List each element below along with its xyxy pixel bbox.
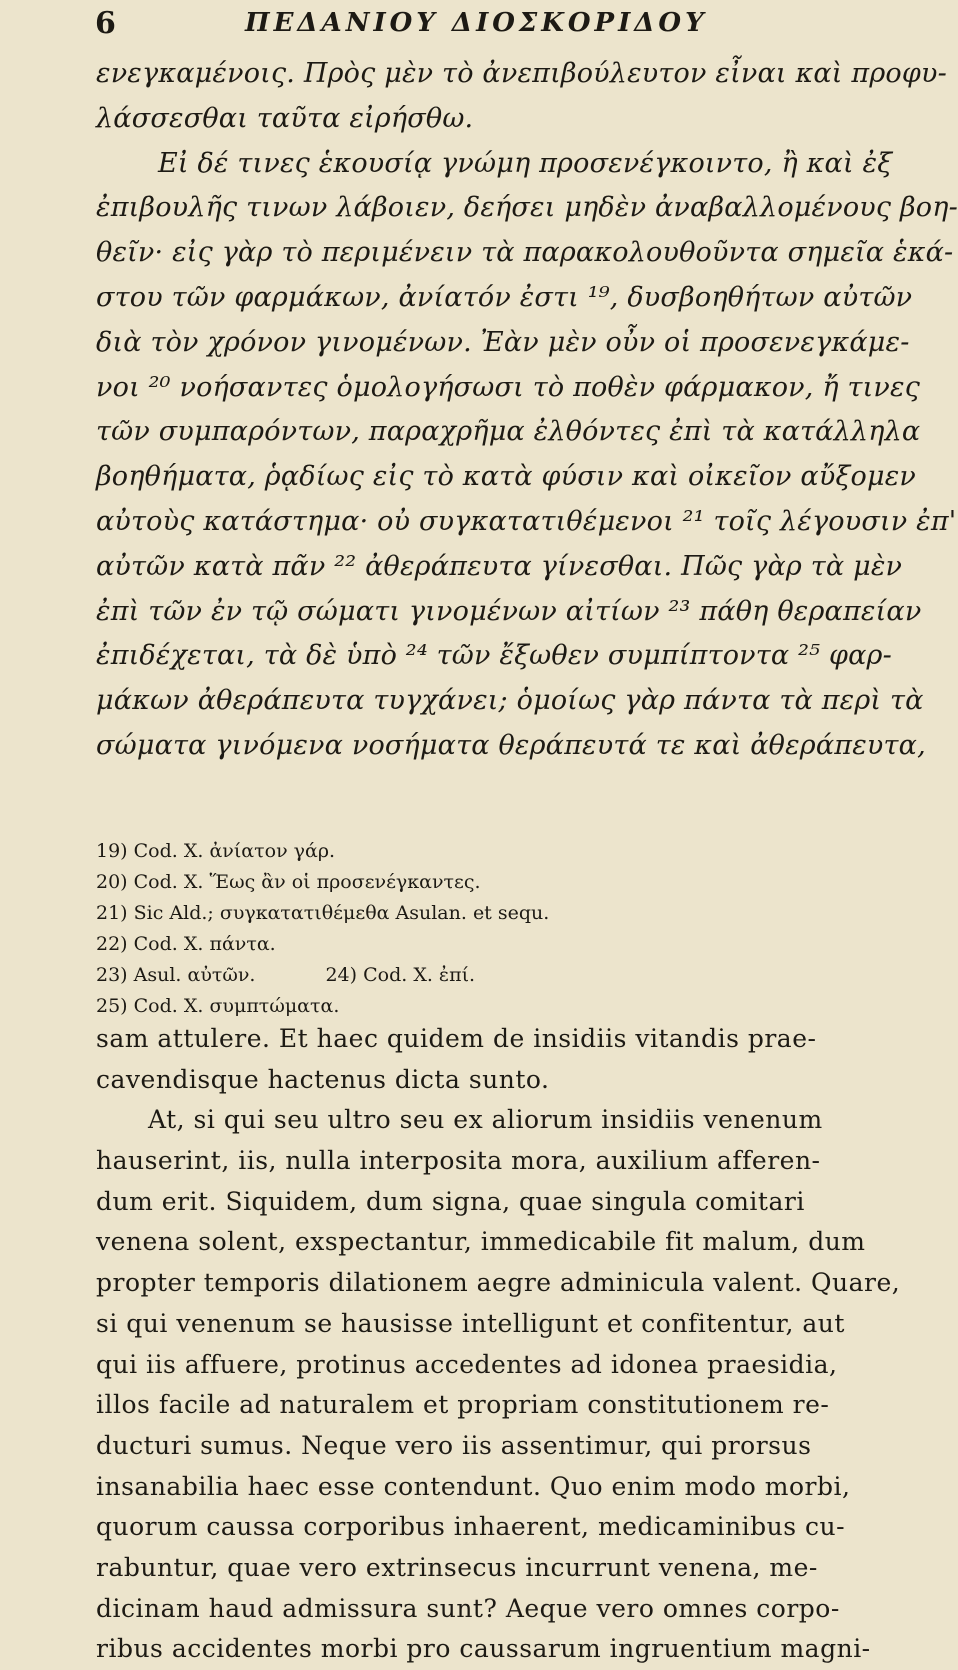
footnote-25: 25) Cod. X. συμπτώματα. <box>96 995 340 1017</box>
latin-line: sam attulere. Et haec quidem de insidiis vitandis prae- <box>96 1024 817 1053</box>
page-number: 6 <box>95 6 116 41</box>
greek-text <box>96 52 958 769</box>
latin-line: si qui venenum se hausisse intelligunt et confitentur, aut <box>96 1308 845 1338</box>
greek-line: Εἰ δέ τινες ἑκουσίᾳ γνώμη προσενέγκοιντο, ἢ καὶ ἐξ <box>158 147 893 179</box>
footnote-row <box>96 960 746 991</box>
latin-line: hauserint, iis, nulla interposita mora, auxilium afferen- <box>96 1146 821 1176</box>
greek-line: μάκων ἀθεράπευτα τυγχάνει; ὁμοίως γὰρ πάντα τὰ περὶ τὰ <box>96 685 924 717</box>
latin-line: propter temporis dilationem aegre adminicula valent. Quare, <box>96 1268 901 1298</box>
footnotes <box>96 836 746 1022</box>
footnote-22: 22) Cod. X. πάντα. <box>96 933 276 955</box>
greek-line: ἐπιδέχεται, τὰ δὲ ὑπὸ ²⁴ τῶν ἔξωθεν συμπίπτοντα ²⁵ φαρ- <box>96 640 892 672</box>
latin-line: illos facile ad naturalem et propriam constitutionem re- <box>96 1390 830 1420</box>
latin-line: dicinam haud admissura sunt? Aeque vero omnes corpo- <box>96 1593 840 1623</box>
latin-line: cavendisque hactenus dicta sunto. <box>96 1064 550 1094</box>
running-head: ΠΕΔΑΝΙΟΥ ΔΙΟΣΚΟΡΙΔΟΥ <box>245 8 708 38</box>
greek-line: διὰ τὸν χρόνον γινομένων. Ἐὰν μὲν οὖν οἱ προσενεγκάμε- <box>96 326 910 358</box>
footnote-20: 20) Cod. X. Ἕως ἂν οἱ προσενέγκαντες. <box>96 871 481 893</box>
page-header <box>95 6 715 46</box>
greek-line: λάσσεσθαι ταῦτα εἰρήσθω. <box>96 102 474 134</box>
greek-line: θεῖν· εἰς γὰρ τὸ περιμένειν τὰ παρακολουθοῦντα σημεῖα ἑκά- <box>96 237 954 269</box>
latin-line: ducturi sumus. Neque vero iis assentimur, qui prorsus <box>96 1430 812 1460</box>
footnote-21: 21) Sic Ald.; συγκατατιθέμεθα Asulan. et sequ. <box>96 902 550 924</box>
footnote-19: 19) Cod. X. ἀνίατον γάρ. <box>96 840 336 862</box>
greek-line: τῶν συμπαρόντων, παραχρῆμα ἐλθόντες ἐπὶ τὰ κατάλληλα <box>96 416 921 448</box>
latin-text <box>96 1019 901 1670</box>
greek-line: ἐπὶ τῶν ἐν τῷ σώματι γινομένων αἰτίων ²³ πάθη θεραπείαν <box>96 595 922 627</box>
greek-line: αὐτῶν κατὰ πᾶν ²² ἀθεράπευτα γίνεσθαι. Πῶς γὰρ τὰ μὲν <box>96 550 903 582</box>
latin-line: dum erit. Siquidem, dum signa, quae singula comitari <box>96 1186 805 1216</box>
greek-line: ενεγκαμένοις. Πρὸς μὲν τὸ ἀνεπιβούλευτον εἶναι καὶ προφυ- <box>96 58 947 89</box>
latin-line: insanabilia haec esse contendunt. Quo enim modo morbi, <box>96 1471 851 1501</box>
latin-line: quorum caussa corporibus inhaerent, medicaminibus cu- <box>96 1512 846 1542</box>
greek-line: βοηθήματα, ῥᾳδίως εἰς τὸ κατὰ φύσιν καὶ οἰκεῖον αὔξομεν <box>96 461 917 493</box>
latin-line: ribus accidentes morbi pro caussarum ingruentium magni- <box>96 1634 871 1664</box>
latin-line: venena solent, exspectantur, immedicabile fit malum, dum <box>96 1227 866 1257</box>
greek-line: αὐτοὺς κατάστημα· οὐ συγκατατιθέμενοι ²¹ τοῖς λέγουσιν ἐπ' <box>96 505 957 537</box>
greek-line: σώματα γινόμενα νοσήματα θεράπευτά τε καὶ ἀθεράπευτα, <box>96 729 926 761</box>
footnote-24: 24) Cod. X. ἐπί. <box>325 964 476 986</box>
greek-line: ἐπιβουλῆς τινων λάβοιεν, δεήσει μηδὲν ἀναβαλλομένους βοη- <box>96 192 958 224</box>
greek-line: στου τῶν φαρμάκων, ἀνίατόν ἐστι ¹⁹, δυσβοηθήτων αὐτῶν <box>96 281 913 313</box>
footnote-23: 23) Asul. αὐτῶν. <box>96 964 256 986</box>
latin-line: At, si qui seu ultro seu ex aliorum insidiis venenum <box>148 1105 823 1135</box>
greek-line: νοι ²⁰ νοήσαντες ὁμολογήσωσι τὸ ποθὲν φάρμακον, ἤ τινες <box>96 371 921 403</box>
latin-line: qui iis affuere, protinus accedentes ad idonea praesidia, <box>96 1349 838 1379</box>
latin-line: rabuntur, quae vero extrinsecus incurrunt venena, me- <box>96 1552 818 1582</box>
